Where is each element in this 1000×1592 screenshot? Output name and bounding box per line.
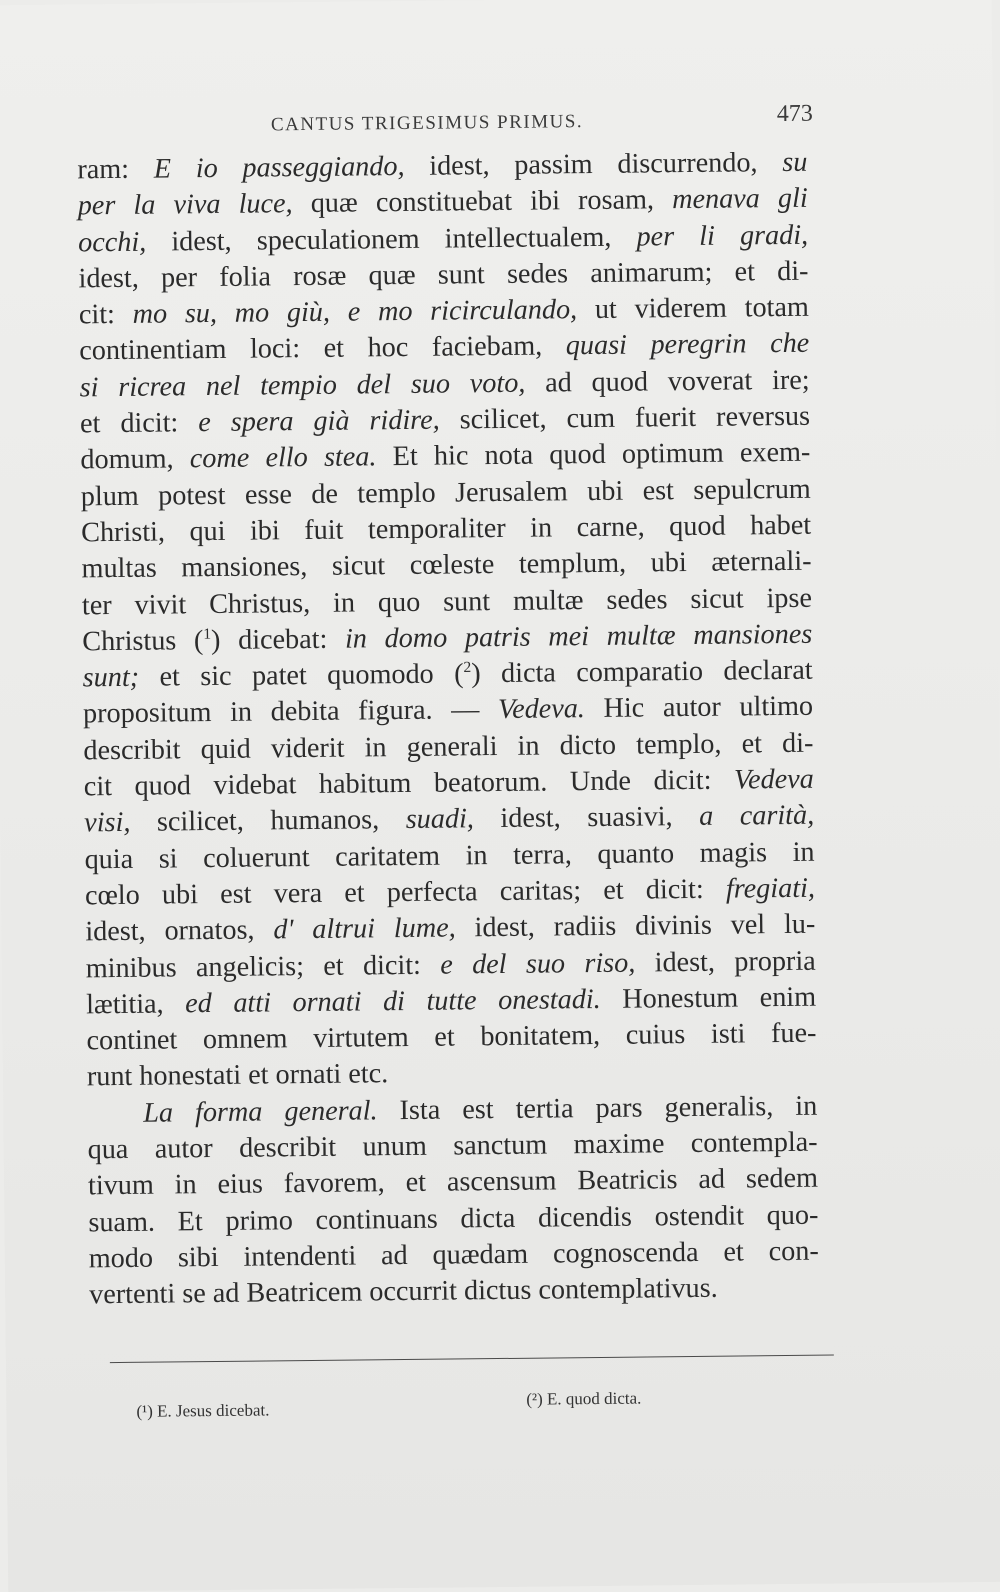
- italic-quote: La forma general.: [143, 1095, 378, 1129]
- text-segment: domum,: [80, 443, 190, 476]
- italic-quote: fregiati,: [725, 872, 816, 905]
- italic-quote: su: [782, 146, 808, 179]
- text-segment: ) dicebat:: [210, 623, 346, 656]
- text-segment: qua autor describit unum sanctum maxime contempla-: [87, 1126, 818, 1166]
- italic-quote: si ricrea nel tempio del suo voto,: [79, 367, 526, 404]
- text-segment: et dicit:: [79, 407, 199, 440]
- footnote-rule: [110, 1355, 834, 1364]
- text-segment: cit:: [78, 299, 133, 331]
- text-segment: ut viderem totam: [576, 291, 810, 326]
- italic-quote: e del suo riso,: [440, 947, 636, 981]
- italic-quote: d' altrui lume,: [273, 912, 456, 946]
- italic-quote: in domo patris mei multæ mansiones: [344, 618, 813, 655]
- italic-quote: E io passeggiando,: [153, 150, 405, 185]
- italic-quote: mo su, mo giù, e mo ricirculando,: [132, 294, 578, 331]
- text-line: [89, 1270, 819, 1314]
- italic-quote: Vedeva: [733, 763, 814, 796]
- text-segment: quia si coluerunt caritatem in terra, quanto magis in: [84, 836, 815, 875]
- italic-quote: occhi,: [77, 226, 147, 258]
- text-segment: plum potest esse de templo Jerusalem ubi est sepulcrum: [80, 473, 811, 513]
- italic-quote: menava gli: [672, 183, 808, 216]
- text-segment: lætitia,: [85, 988, 186, 1021]
- text-segment: Christus (: [82, 624, 204, 658]
- italic-quote: e spera già ridire,: [198, 404, 440, 439]
- text-segment: modo sibi intendenti ad quædam cognoscenda et con-: [88, 1235, 819, 1275]
- body-text: [77, 145, 819, 1314]
- text-segment: describit quid viderit in generali in dicto templo, et di-: [83, 727, 814, 767]
- text-segment: quæ constituebat ibi rosam,: [292, 184, 673, 220]
- text-segment: continet omnem virtutem et bonitatem, cuius isti fue-: [86, 1017, 817, 1057]
- footnote-ref: 1: [203, 625, 212, 643]
- text-segment: cit quod videbat habitum beatorum. Unde dicit:: [83, 764, 735, 803]
- text-segment: propositum in debita figura. —: [82, 694, 499, 730]
- text-segment: ) dicta comparatio declarat: [471, 654, 813, 690]
- text-segment: continentiam loci: et hoc faciebam,: [79, 330, 566, 367]
- text-segment: suam. Et primo continuans dicta dicendis ostendit quo-: [88, 1199, 819, 1238]
- text-segment: ter vivit Christus, in quo sunt multæ sedes sicut ipse: [81, 582, 813, 621]
- text-segment: idest, speculationem intellectualem,: [146, 221, 637, 258]
- footnote-2: (²) E. quod dicta.: [526, 1388, 642, 1409]
- text-segment: idest, ornatos,: [85, 914, 274, 948]
- text-segment: idest, passim discurrendo,: [404, 147, 783, 182]
- page-number: 473: [776, 100, 813, 128]
- text-segment: Hic autor ultimo: [584, 691, 814, 725]
- italic-quote: Vedeva.: [497, 693, 586, 726]
- text-segment: runt honestati et ornati etc.: [86, 1058, 389, 1093]
- italic-quote: per la viva luce,: [77, 188, 293, 222]
- italic-quote: per li gradi,: [636, 219, 809, 253]
- text-segment: Ista est tertia pars generalis, in: [377, 1090, 818, 1127]
- text-segment: idest, propria: [635, 945, 816, 979]
- italic-quote: come ello stea.: [189, 441, 377, 475]
- text-segment: vertenti se ad Beatricem occurrit dictus contemplativus.: [88, 1272, 718, 1311]
- footnote-1: (¹) E. Jesus dicebat.: [136, 1400, 270, 1421]
- text-segment: cœlo ubi est vera et perfecta caritas; et dicit:: [84, 873, 727, 912]
- text-segment: et sic patet quomodo (: [138, 658, 464, 693]
- text-segment: Honestum enim: [600, 981, 817, 1015]
- footnotes: [136, 1387, 786, 1424]
- text-segment: idest, suasivi,: [473, 801, 700, 835]
- italic-quote: quasi peregrin che: [565, 328, 810, 362]
- text-segment: scilicet, cum fuerit reversus: [439, 400, 811, 436]
- text-segment: scilicet, humanos,: [130, 804, 406, 839]
- text-segment: Christi, qui ibi fuit temporaliter in carne, quod habet: [81, 509, 812, 549]
- text-segment: minibus angelicis; et dicit:: [85, 949, 441, 984]
- page-header: [263, 101, 813, 143]
- footnote-ref: 2: [463, 659, 472, 677]
- text-segment: multas mansiones, sicut cœleste templum, ubi æternali-: [81, 545, 812, 585]
- italic-quote: sunt;: [82, 661, 140, 694]
- text-segment: Et hic nota quod optimum exem-: [376, 437, 811, 473]
- text-segment: ram:: [77, 153, 154, 186]
- italic-quote: suadi,: [405, 803, 475, 836]
- text-segment: tivum in eius favorem, et ascensum Beatricis ad sedem: [87, 1163, 819, 1202]
- text-segment: idest, per folia rosæ quæ sunt sedes animarum; et di-: [78, 255, 809, 295]
- italic-quote: visi,: [84, 807, 131, 839]
- text-segment: ad quod voverat ire;: [525, 364, 810, 399]
- italic-quote: a carità,: [698, 800, 815, 833]
- text-segment: idest, radiis divinis vel lu-: [455, 908, 816, 944]
- running-head: CANTUS TRIGESIMUS PRIMUS.: [270, 111, 584, 136]
- italic-quote: ed atti ornati di tutte onestadi.: [185, 983, 601, 1020]
